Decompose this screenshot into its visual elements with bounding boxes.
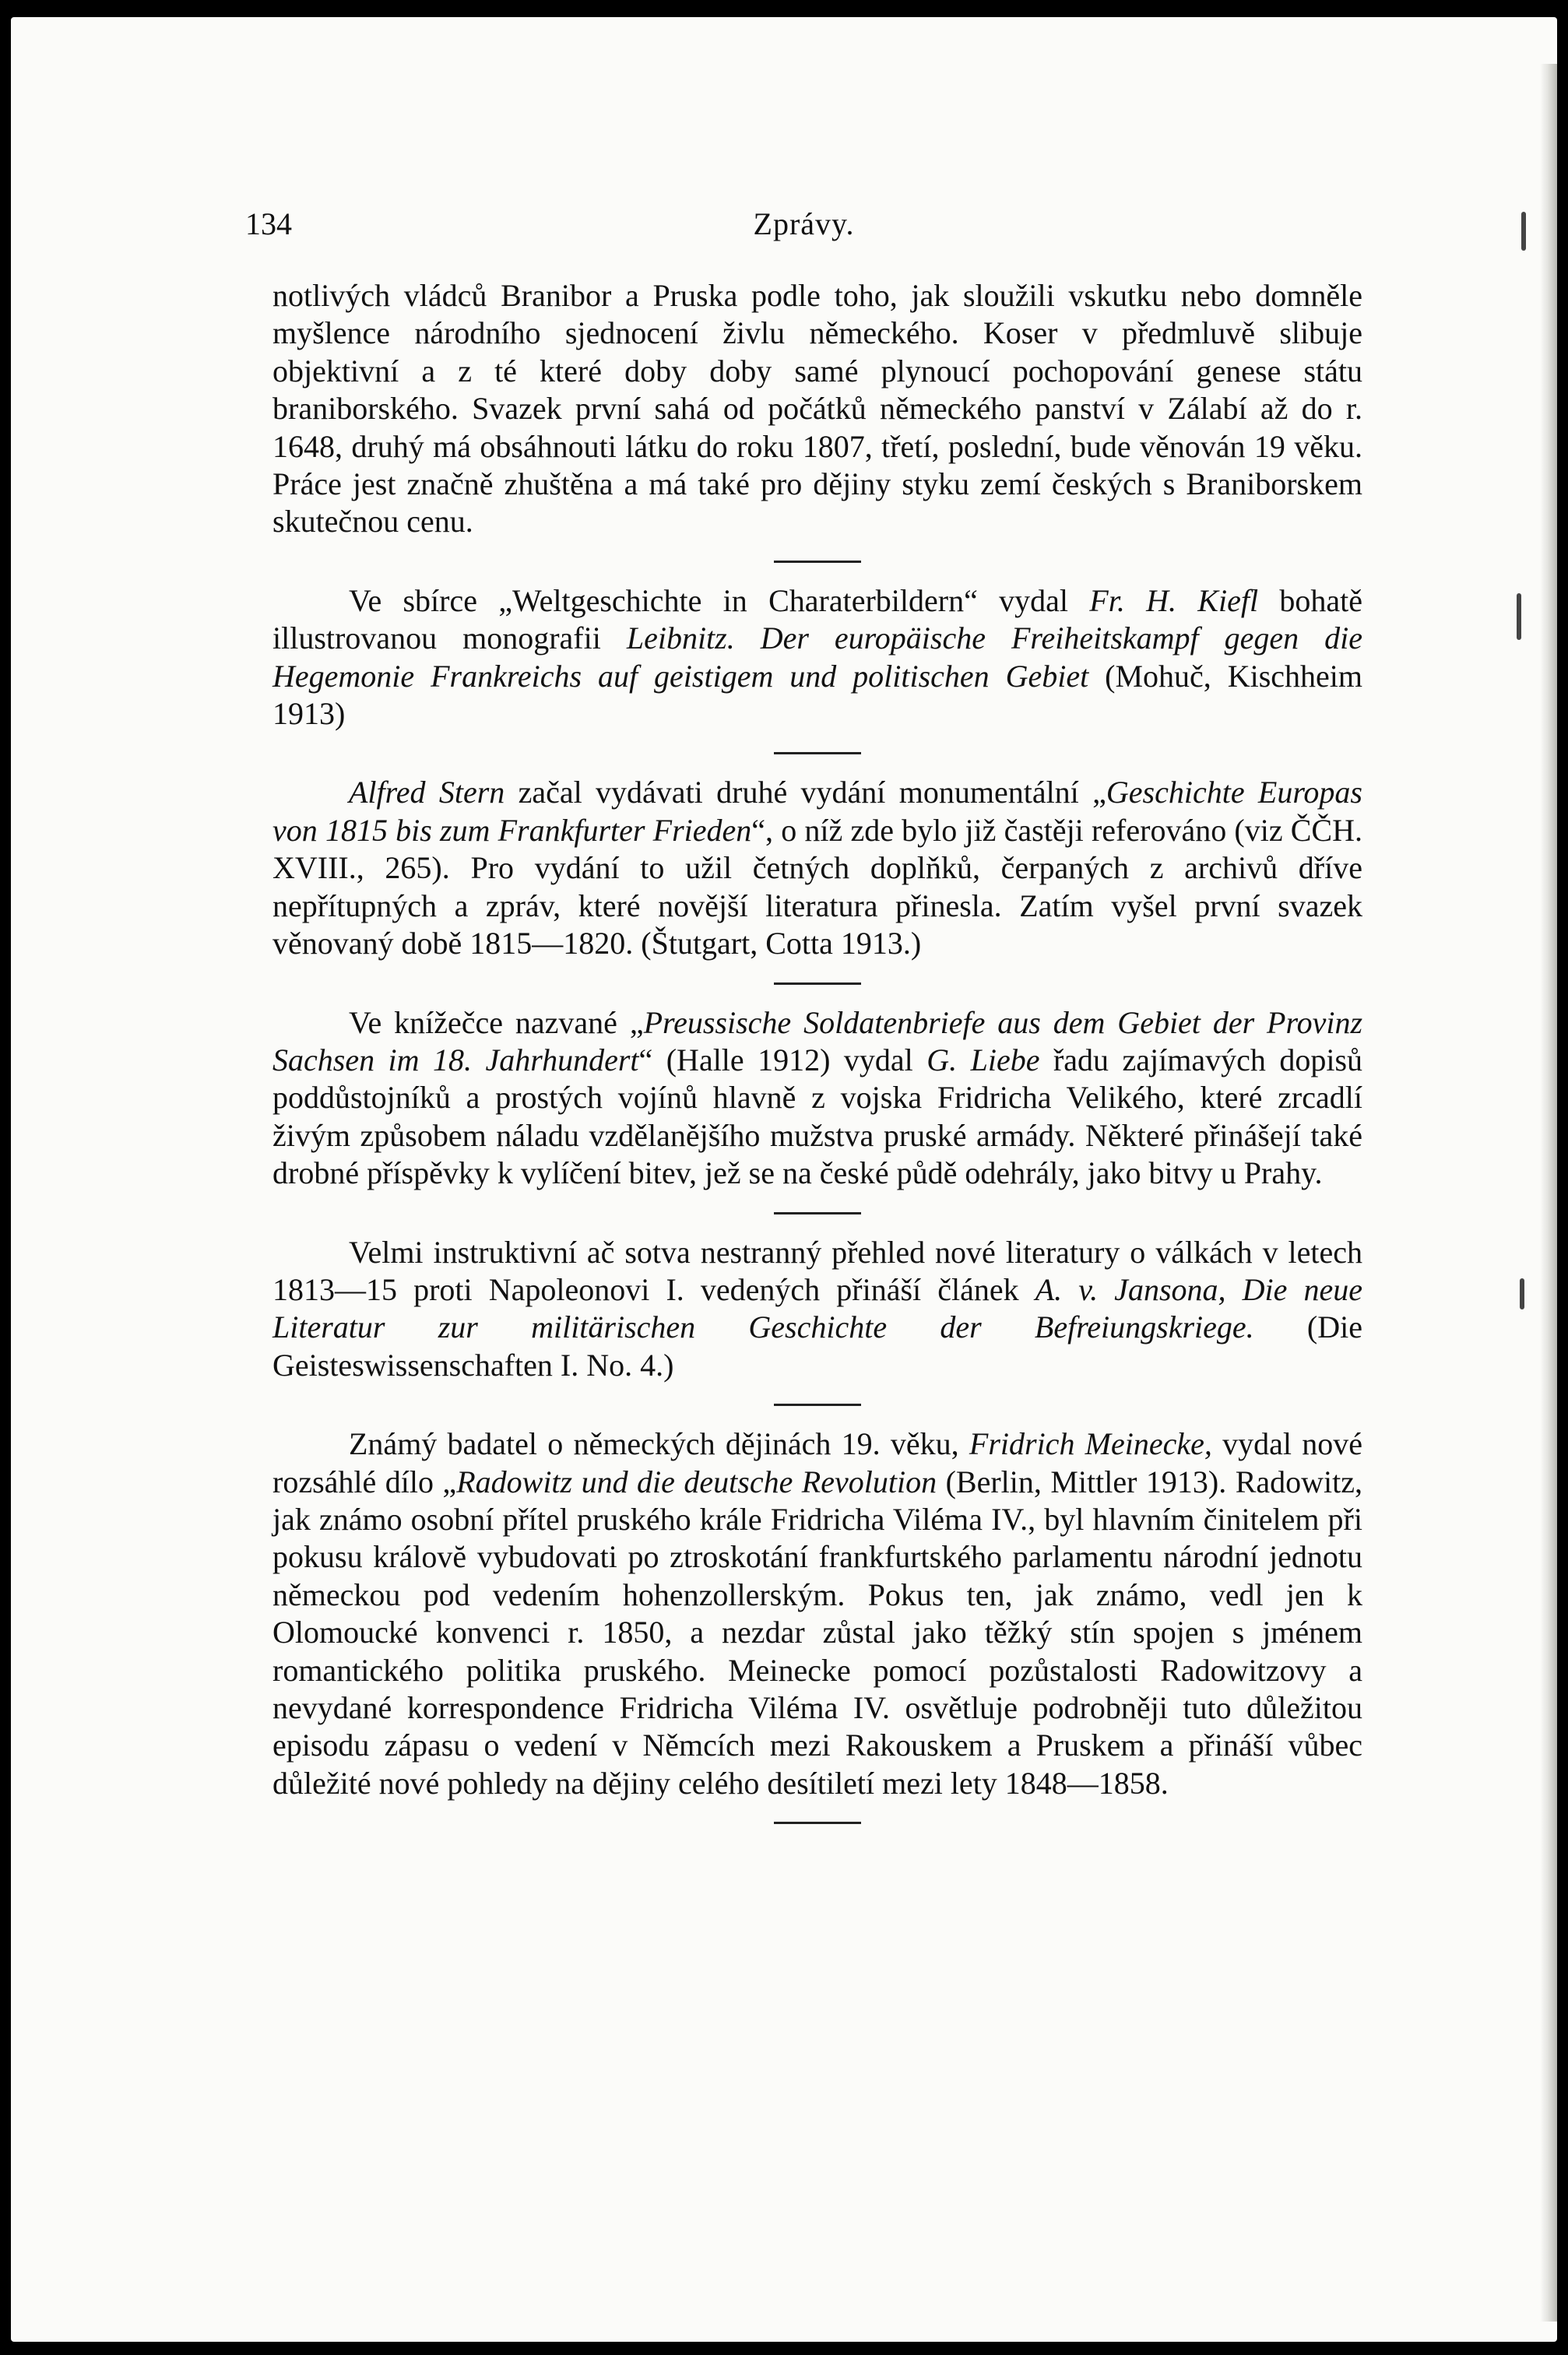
paragraph-text: Ve sbírce „Weltgeschichte in Charaterbildern“ vydal	[349, 582, 1090, 618]
paragraph-text: (Mohuč, Kischheim 1913)	[272, 658, 1362, 732]
paragraph-2	[272, 582, 1362, 733]
paragraph-6	[272, 1425, 1362, 1802]
page-body	[272, 277, 1362, 1844]
paragraph-text: (Berlin, Mittler 1913). Radowitz, jak známo osobní přítel pruského krále Fridricha Viléma IV., byl hlavním činitelem při pokusu královĕ vybudovati po ztroskotání frankfurtského parlamentu národní jednotu německou pod vedením hohenzollerským. Pokus ten, jak známo, vedl jen k Olomoucké konvenci r. 1850, a nezdar zůstal jako těžký stín spojen s jménem romantického politika pruského. Meinecke pomocí pozůstalosti Radowitzovy a nevydané korrespondence Fridricha Viléma IV. osvětluje podrobněji tuto důležitou episodu zápasu o vedení v Němcích mezi Rakouskem a Pruskem a přináší vůbec důležité nové pohledy na dějiny celého desítiletí mezi lety 1848—1858.	[272, 1464, 1363, 1801]
section-divider	[774, 1404, 861, 1406]
book-title: Preussische Soldatenbriefe aus dem Gebiet der Provinz Sachsen im 18. Jahrhundert	[272, 1004, 1363, 1077]
paragraph-text: “ (Halle 1912) vydal	[638, 1042, 927, 1077]
section-divider	[774, 1212, 861, 1214]
paragraph-text: Známý badatel o německých dějinách 19. věku,	[349, 1426, 969, 1462]
page-edge-shadow	[1540, 64, 1557, 2322]
section-divider	[774, 1822, 861, 1824]
section-divider	[774, 752, 861, 754]
paragraph-text: “, o níž zde bylo již častěji referováno (viz ČČH. XVIII., 265). Pro vydání to užil četných doplňků, čerpaných z archivů dříve nepřítupných a zpráv, které novější literatura přinesla. Zatím vyšel první svazek věnovaný době 1815—1820. (Štutgart, Cotta 1913.)	[272, 812, 1363, 961]
author-name: Alfred Stern	[349, 775, 505, 810]
paragraph-text: notlivých vládců Branibor a Pruska podle toho, jak sloužili vskutku nebo domněle myšlence národního sjednocení živlu německého. Koser v předmluvě slibuje objektivní a z té které doby doby samé plynoucí pochopování genese státu braniborského. Svazek první sahá od počátků německého panství v Zálabí až do r. 1648, druhý má obsáhnouti látku do roku 1807, třetí, poslední, bude věnován 19 věku. Práce jest značně zhuštěna a má také pro dějiny styku zemí českých s Braniborskem skutečnou cenu.	[272, 278, 1362, 540]
page-header	[245, 206, 1362, 244]
paragraph-4	[272, 1004, 1362, 1193]
author-name: G. Liebe	[926, 1042, 1040, 1077]
book-title: Geschichte Europas von 1815 bis zum Frankfurter Frieden	[272, 775, 1362, 848]
paragraph-text: začal vydávati druhé vydání monumentální „	[505, 775, 1106, 810]
author-name: Fridrich Meinecke,	[969, 1426, 1212, 1462]
paragraph-3	[272, 774, 1362, 962]
paragraph-text: bohatě illustrovanou monografii	[272, 582, 1363, 656]
page-number: 134	[245, 206, 292, 241]
section-divider	[774, 982, 861, 985]
running-title: Zprávy.	[753, 206, 855, 241]
paragraph-text: řadu zajímavých dopisů poddůstojníků a prostých vojínů hlavně z vojska Fridricha Velikého, které zrcadlí živým způsobem náladu vzdělanějšího mužstva pruské armády. Některé přinášejí také drobné příspěvky k vylíčení bitev, jež se na české půdě odehrály, jako bitvy u Prahy.	[272, 1042, 1363, 1191]
paragraph-text: Ve knížečce nazvané „	[349, 1004, 644, 1040]
margin-mark-2	[1517, 593, 1521, 640]
author-name: Fr. H. Kiefl	[1089, 582, 1259, 618]
section-divider	[774, 561, 861, 563]
paragraph-text: (Die Geisteswissenschaften I. No. 4.)	[272, 1309, 1362, 1383]
paragraph-5	[272, 1234, 1362, 1385]
paragraph-text: Velmi instruktivní ač sotva nestranný přehled nové literatury o válkách v letech 1813—15 proti Napoleonovi I. vedených přináší článek	[272, 1234, 1362, 1307]
paragraph-1	[272, 277, 1362, 541]
margin-mark-1	[1521, 212, 1526, 251]
paragraph-text: vydal nové rozsáhlé dílo „	[272, 1426, 1363, 1499]
book-title: Leibnitz. Der europäische Freiheitskampf gegen die Hegemonie Frankreichs auf geistigem und politischen Gebiet	[272, 620, 1363, 694]
margin-mark-3	[1520, 1278, 1524, 1309]
article-title: A. v. Jansona, Die neue Literatur zur militärischen Geschichte der Befreiungskriege.	[272, 1271, 1362, 1345]
book-title: Radowitz und die deutsche Revolution	[456, 1464, 937, 1499]
